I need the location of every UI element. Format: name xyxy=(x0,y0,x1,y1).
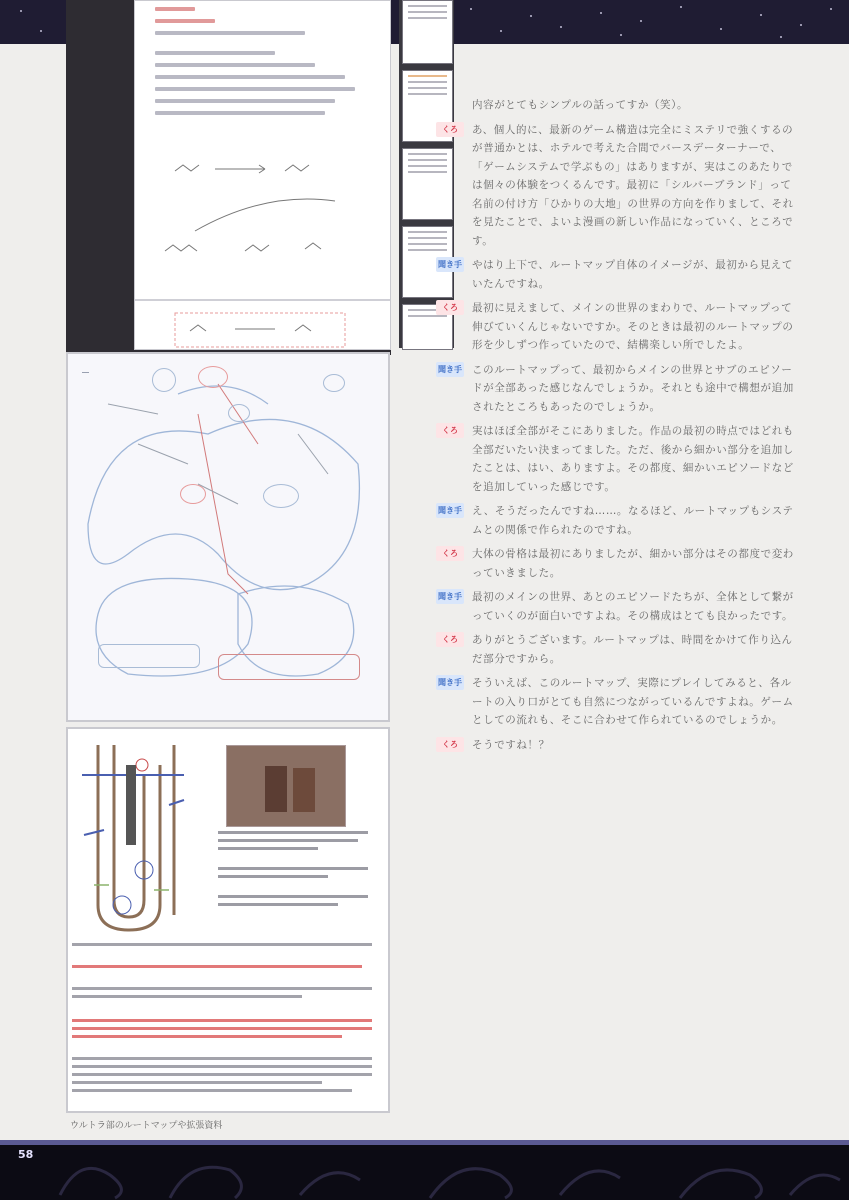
interview-dialogue xyxy=(436,96,796,760)
speaker-label: くろ xyxy=(436,300,464,315)
speaker-label: くろ xyxy=(436,632,464,647)
star xyxy=(560,26,562,28)
star xyxy=(800,24,802,26)
dialogue-text: そうですね！？ xyxy=(472,738,550,751)
page-number: 58 xyxy=(18,1148,34,1161)
dialogue-row xyxy=(436,256,796,293)
star xyxy=(780,36,782,38)
dialogue-text: 最初に見えまして、メインの世界のまわりで、ルートマップって伸びていくんじゃないですか。そのときは最初のルートマップの形を少しずつ作っていたので、結構楽しい所でしたよ。 xyxy=(472,302,794,351)
game-design-diagram xyxy=(66,727,390,1113)
dialogue-text: このルートマップって、最初からメインの世界とサブのエピソードが全部あった感じなんでしょうか。それとも途中で構想が追加されたところもあったのでしょうか。 xyxy=(472,363,794,413)
speaker-label: くろ xyxy=(436,423,464,438)
dialogue-text: あ、個人的に、最新のゲーム構造は完全にミステリで強くするのが普通かとは、ホテルで考えた合間でバースデーターナーで、「ゲームシステムで学ぶもの」はありますが、実はこのあたりでは個々の体験をつくるんです。最初に「シルバーブランド」って名前の付け方「ひかりの大地」の世界の方向を作りまして、それを見たことで、よいよ漫画の新しい作品になっていく、ところです。 xyxy=(472,123,794,247)
dialogue-row xyxy=(436,588,796,625)
dialogue-row xyxy=(436,631,796,668)
star xyxy=(620,34,622,36)
dialogue-text: 実はほぼ全部がそこにありました。作品の最初の時点ではどれも全部だいたい決まってました。ただ、後から細かい部分を追加したことは、はい、ありますよ。その都度、細かいエピソードなどを追加していった感じです。 xyxy=(472,425,794,493)
dialogue-row xyxy=(436,96,796,115)
dialogue-text: 大体の骨格は最初にありましたが、細かい部分はその都度で変わっていきました。 xyxy=(472,548,794,579)
star xyxy=(720,28,722,30)
speaker-label: 聞き手 xyxy=(436,362,464,377)
star xyxy=(830,8,832,10)
dialogue-row xyxy=(436,422,796,496)
speaker-label: 聞き手 xyxy=(436,257,464,272)
speaker-label xyxy=(436,97,464,112)
star xyxy=(40,30,42,32)
dialogue-row xyxy=(436,361,796,417)
speaker-label: くろ xyxy=(436,122,464,137)
dialogue-row xyxy=(436,736,796,755)
star xyxy=(470,8,472,10)
star xyxy=(680,6,682,8)
dialogue-text: そういえば、このルートマップ、実際にプレイしてみると、各ルートの入り口がとても自然につながっているんですよね。ゲームとしての流れも、そこに合わせて作られているのでしょうか。 xyxy=(472,677,794,726)
dialogue-row xyxy=(436,502,796,539)
dialogue-row xyxy=(436,121,796,251)
star xyxy=(530,15,532,17)
speaker-label: 聞き手 xyxy=(436,589,464,604)
notes-text-lines xyxy=(72,941,388,1111)
dialogue-text: やはり上下で、ルートマップ自体のイメージが、最初から見えていたんですね。 xyxy=(472,259,793,290)
star xyxy=(500,30,502,32)
star xyxy=(600,12,602,14)
star xyxy=(20,10,22,12)
dialogue-text: 内容がとてもシンプルの話ってすか（笑）。 xyxy=(472,99,689,111)
dialogue-text: え、そうだったんですね……。なるほど、ルートマップもシステムとの関係で作られたのですね。 xyxy=(472,505,794,536)
u-shaped-flow-diagram xyxy=(74,735,204,940)
route-map-sketch: ― xyxy=(66,352,390,722)
dialogue-row xyxy=(436,545,796,582)
dialogue-row xyxy=(436,674,796,730)
ornament-swirls xyxy=(0,1140,849,1200)
page-thumbnail[interactable] xyxy=(402,0,453,64)
speaker-label: くろ xyxy=(436,737,464,752)
document-viewer-figure xyxy=(66,0,391,355)
star xyxy=(640,20,642,22)
star xyxy=(760,14,762,16)
speaker-label: 聞き手 xyxy=(436,675,464,690)
chemistry-diagram xyxy=(135,141,390,291)
photo-image xyxy=(226,745,346,827)
dialogue-text: 最初のメインの世界、あとのエピソードたちが、全体として繋がっていくのが面白いですよね。その構成はとても良かったです。 xyxy=(472,591,794,622)
speaker-label: 聞き手 xyxy=(436,503,464,518)
document-page-preview xyxy=(134,0,391,350)
chemistry-diagram-highlighted xyxy=(135,301,390,350)
bottom-decorative-band xyxy=(0,1140,849,1200)
text-block-lines xyxy=(218,829,378,929)
dialogue-text: ありがとうございます。ルートマップは、時間をかけて作り込んだ部分ですから。 xyxy=(472,634,793,665)
speaker-label: くろ xyxy=(436,546,464,561)
dialogue-row xyxy=(436,299,796,355)
figure-caption: ウルトラ部のルートマップや拡張資料 xyxy=(70,1121,223,1131)
